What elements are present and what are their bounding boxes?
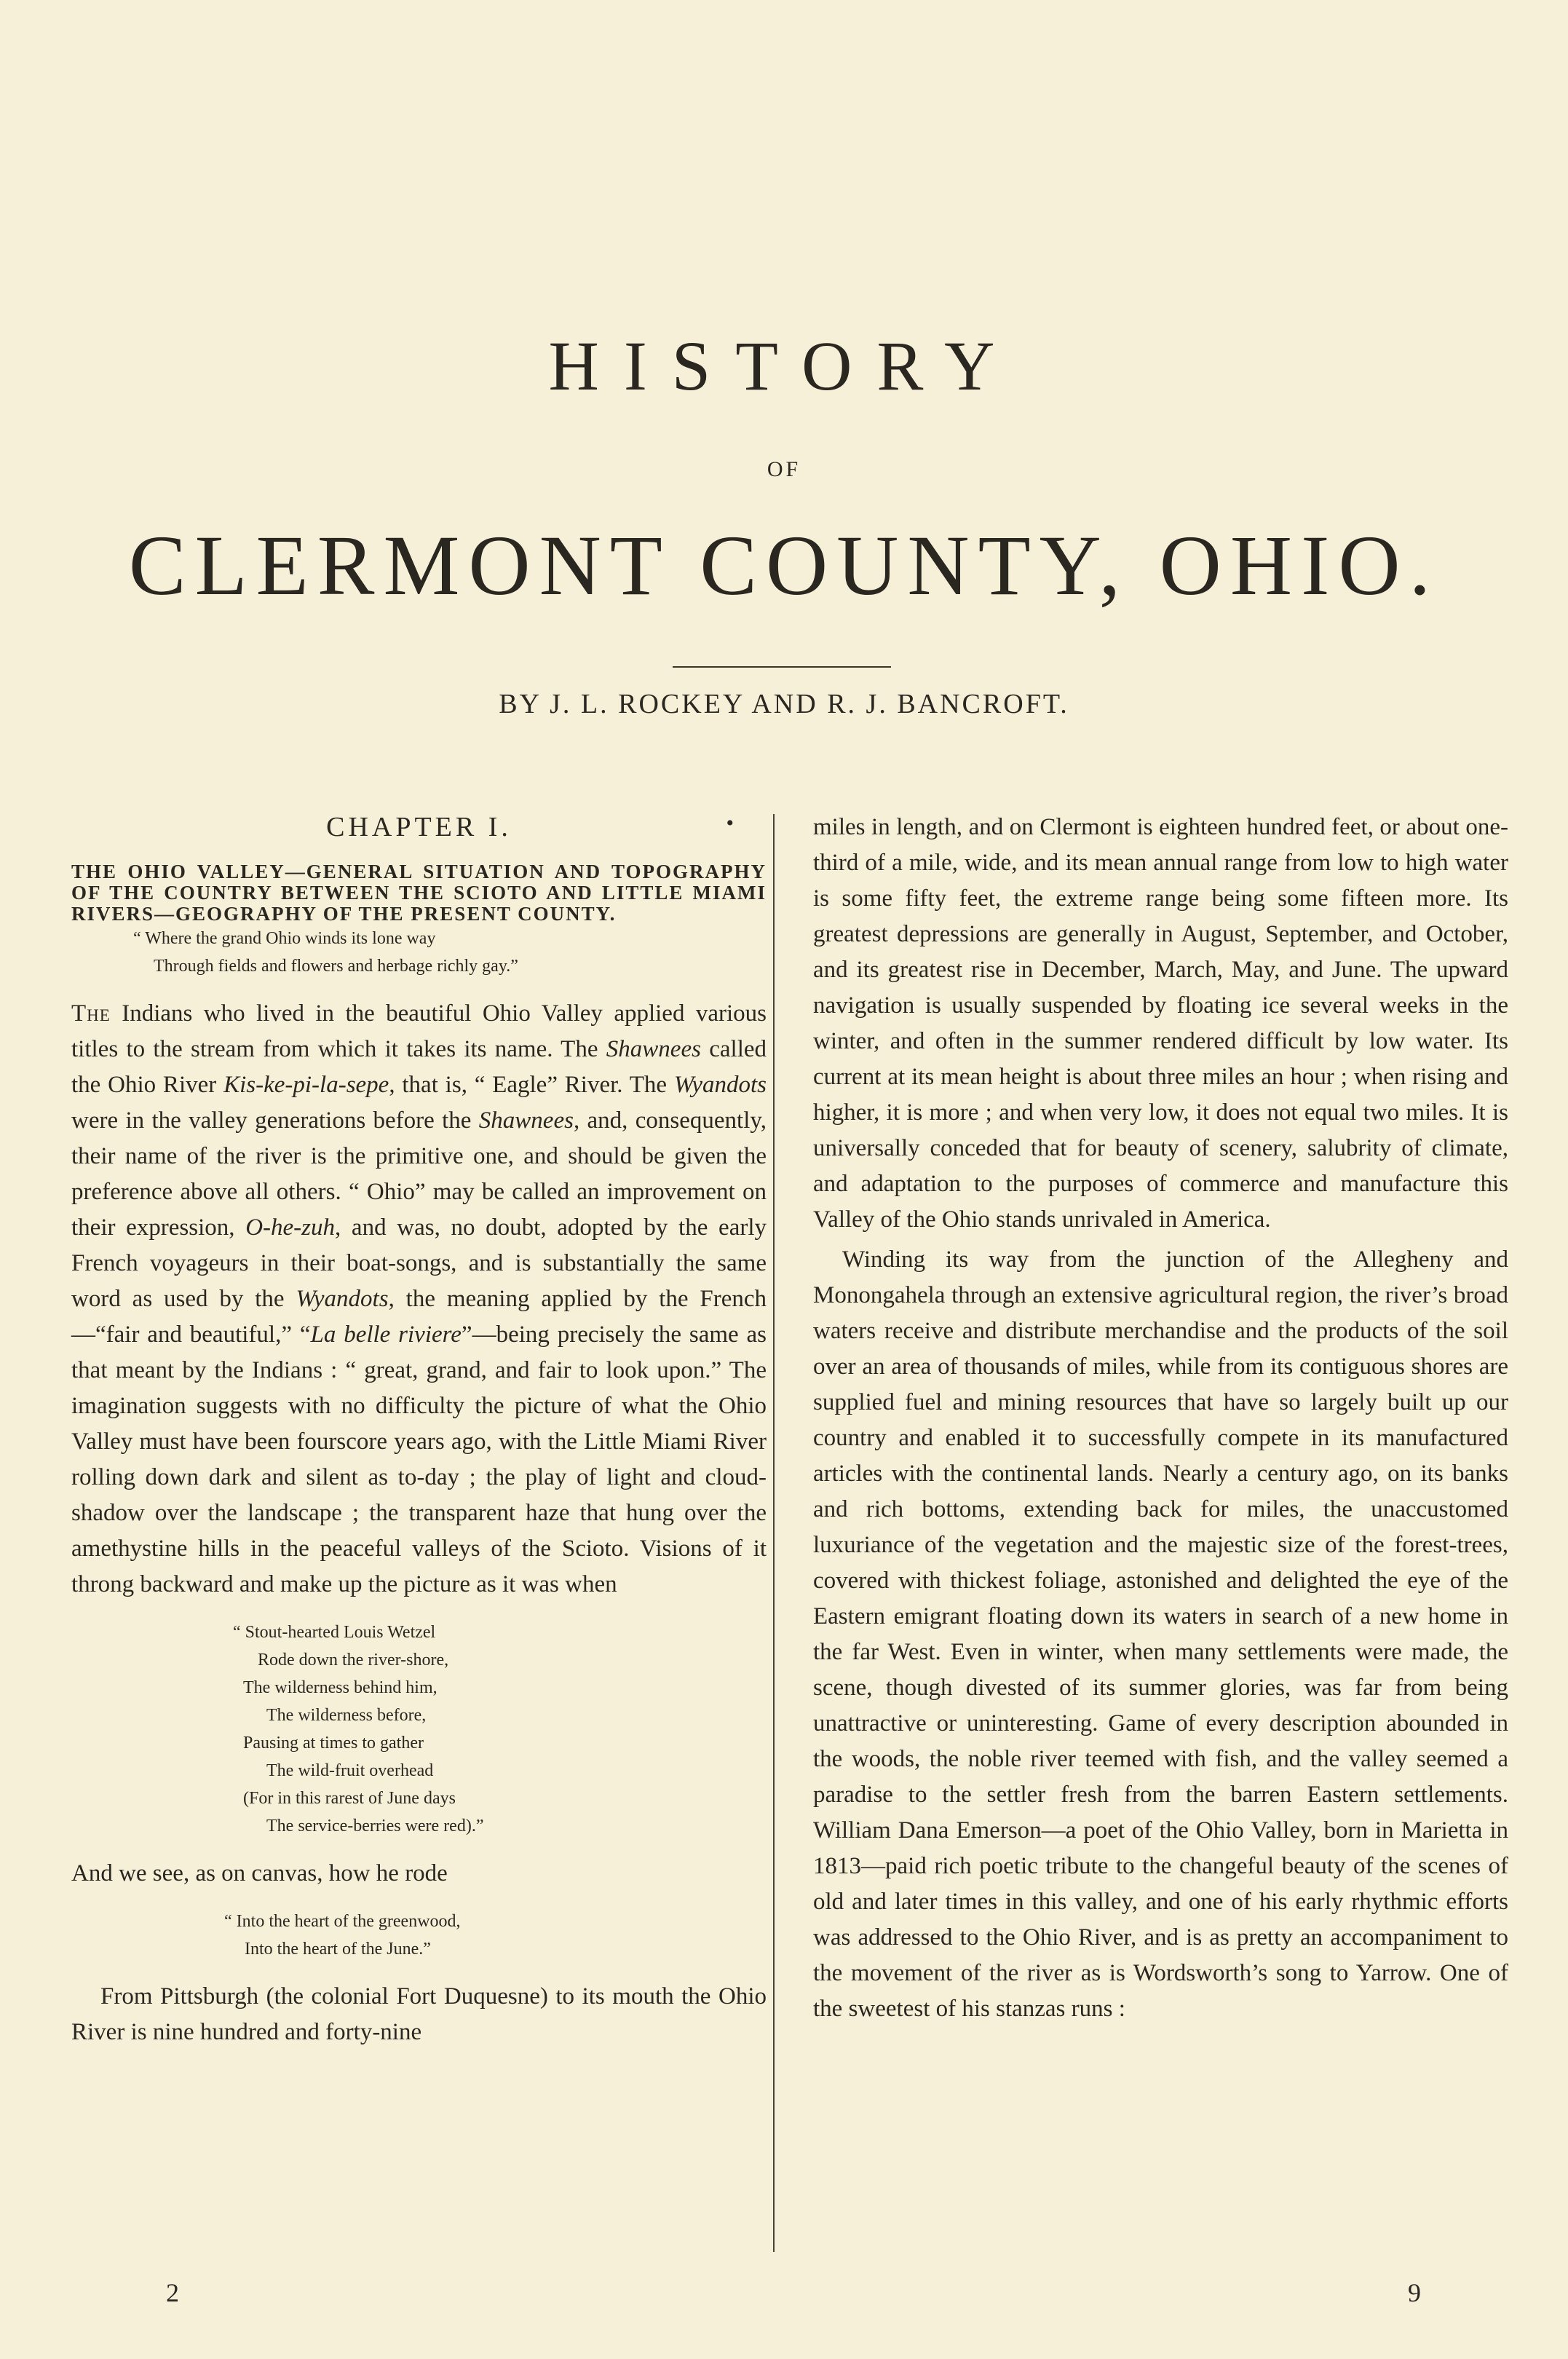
poem-line: “ Into the heart of the greenwood, — [224, 1912, 461, 1931]
text-span: were in the valley generations before the — [71, 1107, 472, 1134]
column-divider — [773, 814, 775, 2252]
paragraph-right-2: Winding its way from the junction of the Allegheny and Monongahela through an extensive agricultural region, the river’s broad waters receive and distribute merchandise and the products of the soil over an area of thousands of miles, while from its contiguous shores are supplied fuel and mining resources that have so largely built up our country and enabled it to successfully compete in its manufactured articles with the continental lands. Nearly a century ago, on its banks and rich bottoms, extending back for miles, the unaccustomed luxuriance of the vegetation and the majestic size of the forest-trees, covered with thickest foliage, astonished and delighted the eye of the Eastern emigrant floating down its waters in search of a new home in the far West. Even in winter, when many settlements were made, the scene, though divested of its summer glories, was far from being unattractive or uninteresting. Game of every description abounded in the woods, the noble river teemed with fish, and the valley seemed a paradise to the settler fresh from the barren Eastern settlements. William Dana Emerson—a poet of the Ohio Valley, born in Marietta in 1813—paid rich poetic tribute to the changeful beauty of the scenes of old and later times in this valley, and one of his early rhythmic efforts was addressed to the Ohio River, and is as pretty an accompaniment to the movement of the river as is Wordsworth’s song to Yarrow. One of the sweetest of his stanzas runs : — [813, 1246, 1508, 2022]
poem-line: The wilderness before, — [266, 1706, 427, 1725]
title-divider — [673, 666, 891, 668]
right-column — [813, 810, 1508, 2027]
epigraph-line: “ Where the grand Ohio winds its lone way — [133, 929, 436, 948]
page-number-right: 9 — [1408, 2278, 1421, 2307]
byline: BY J. L. ROCKEY AND R. J. BANCROFT. — [499, 689, 1069, 719]
text-span: ”—being precisely the same as that meant by the Indians : “ great, grand, and fair to look upon.” The imagination suggests with no difficulty the picture of what the Ohio Valley must have been fourscore years ago, with the Little Miami River rolling down dark and silent as to-day ; the play of light and cloud-shadow over the landscape ; the transparent haze that hung over the amethystine hills in the peaceful valleys of the Scioto. Visions of it throng backward and make up the picture as it was when — [71, 1321, 767, 1597]
poem-line: “ Stout-hearted Louis Wetzel — [233, 1623, 436, 1642]
poem-line: The wild-fruit overhead — [266, 1761, 434, 1780]
left-column — [71, 810, 767, 2050]
poem-line: (For in this rarest of June days — [243, 1789, 456, 1808]
dropword: The — [71, 1000, 111, 1027]
italic-term: O-he-zuh — [245, 1214, 336, 1241]
poem-wetzel — [233, 1619, 767, 1840]
chapter-title: CHAPTER I. — [326, 812, 512, 842]
paragraph-3: From Pittsburgh (the colonial Fort Duquesne) to its mouth the Ohio River is nine hundred and forty-nine — [71, 1983, 767, 2045]
chapter-heading — [71, 810, 767, 845]
poem-greenwood — [224, 1908, 767, 1963]
text-span: , the meaning applied by the French—“fair and beautiful,” “ — [71, 1286, 767, 1348]
italic-term: Wyandots — [673, 1072, 767, 1098]
poem-line: The wilderness behind him, — [243, 1678, 437, 1697]
paragraph-right-1: miles in length, and on Clermont is eighteen hundred feet, or about one-third of a mile, wide, and its mean annual range from low to high water is some fifty feet, the extreme range being some fifteen more. Its greatest depressions are generally in August, September, and October, and its greatest rise in December, March, May, and June. The upward navigation is usually suspended by floating ice several weeks in the winter, and often in the summer rendered difficult by low water. Its current at its mean height is about three miles an hour ; when rising and higher, it is more ; and when very low, it does not equal two miles. It is universally conceded that for beauty of scenery, salubrity of climate, and adaptation to the purposes of commerce and manufacture this Valley of the Ohio stands unrivaled in America. — [813, 814, 1508, 1233]
epigraph-line: Through fields and flowers and herbage richly gay.” — [154, 957, 518, 976]
book-subtitle: CLERMONT COUNTY, OHIO. — [128, 518, 1440, 613]
page-number-left: 2 — [166, 2278, 179, 2307]
poem-line: Into the heart of the June.” — [245, 1940, 431, 1959]
poem-line: Rode down the river-shore, — [258, 1651, 449, 1670]
text-span: , and was, no doubt, adopted by the early French voyageurs in their boat-songs, and is substantially the same word as used by the — [71, 1214, 767, 1312]
italic-term: Kis-ke-pi-la-sepe — [223, 1072, 389, 1098]
paragraph-1 — [71, 996, 767, 1603]
italic-term: Shawnees — [606, 1036, 701, 1062]
chapter-mark: • — [726, 811, 737, 835]
italic-term: Wyandots — [296, 1286, 389, 1312]
paragraph-2: And we see, as on canvas, how he rode — [71, 1860, 448, 1886]
title-of: OF — [767, 457, 801, 481]
poem-line: Pausing at times to gather — [243, 1734, 424, 1753]
text-span: , that is, “ Eagle” River. The — [389, 1072, 668, 1098]
text-span: , and, consequently, their name of the river is the primitive one, and should be given the preference above all others. “ Ohio” may be called an improvement on their expression, — [71, 1107, 767, 1241]
italic-term: La belle riviere — [310, 1321, 462, 1348]
chapter-summary: THE OHIO VALLEY—GENERAL SITUATION AND TOPOGRAPHY OF THE COUNTRY BETWEEN THE SCIOTO AND LITTLE MIAMI RIVERS—GEOGRAPHY OF THE PRESENT COUNTY. — [71, 861, 767, 925]
text-span: Indians who lived in the beautiful Ohio Valley applied various titles to the stream from which it takes its name. The — [71, 1000, 767, 1062]
poem-line: The service-berries were red).” — [266, 1817, 484, 1836]
book-title: HISTORY — [548, 327, 1020, 405]
text-span: called the Ohio River — [71, 1036, 767, 1098]
italic-term: Shawnees — [478, 1107, 574, 1134]
epigraph — [133, 925, 767, 980]
